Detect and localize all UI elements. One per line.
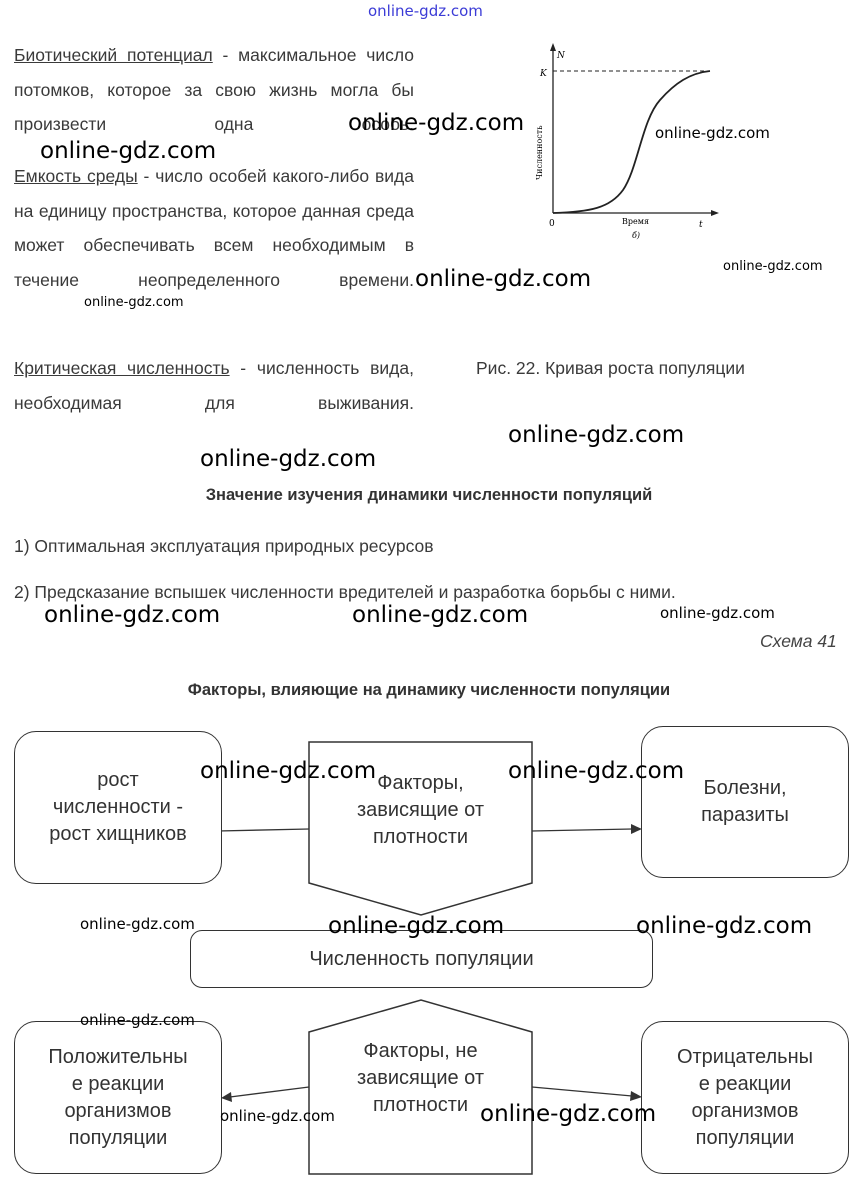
watermark: online-gdz.com <box>508 758 685 784</box>
arrow-line-left-top <box>218 829 309 831</box>
watermark: online-gdz.com <box>84 295 184 310</box>
section-title: Значение изучения динамики численности популяций <box>205 486 653 504</box>
definition-text: - численность вида, необходимая для выживания. <box>14 358 414 413</box>
figure-caption: Рис. 22. Кривая роста популяции <box>476 358 745 378</box>
watermark-top: online-gdz.com <box>368 2 483 20</box>
watermark: online-gdz.com <box>200 446 377 472</box>
watermark: online-gdz.com <box>348 110 525 136</box>
term-critical-number: Критическая численность <box>14 358 230 378</box>
box-line: Факторы, не <box>363 1040 478 1062</box>
box-line: Отрицательны <box>676 1045 814 1068</box>
watermark: online-gdz.com <box>508 422 685 448</box>
arrow-line-right-top <box>532 829 632 831</box>
box-line: паразиты <box>701 804 789 826</box>
watermark: online-gdz.com <box>44 602 221 628</box>
x-axis-label: Время <box>622 217 650 226</box>
definition-text: - максимальное число потомков, которое за свою жизнь могла бы произвести одна особь. <box>14 45 414 134</box>
box-line: организмов <box>64 1099 172 1122</box>
term-biotic-potential: Биотический потенциал <box>14 45 213 65</box>
watermark: online-gdz.com <box>40 138 217 164</box>
watermark: online-gdz.com <box>723 259 823 274</box>
watermark: online-gdz.com <box>636 913 813 939</box>
box-line: Факторы, <box>377 772 464 794</box>
box-positive-reactions <box>14 1021 222 1174</box>
watermark: online-gdz.com <box>480 1101 657 1127</box>
n-label: N <box>557 51 565 61</box>
watermark: online-gdz.com <box>328 913 505 939</box>
box-line: плотности <box>372 826 469 848</box>
box-line: Болезни, <box>703 777 787 799</box>
y-axis-label: Численность <box>535 125 544 180</box>
watermark: online-gdz.com <box>80 1011 195 1029</box>
watermark: online-gdz.com <box>352 602 529 628</box>
arrow-head <box>221 1092 232 1102</box>
t-label: t <box>699 220 703 230</box>
box-line: Численность популяции <box>309 947 534 970</box>
box-line: организмов <box>691 1099 799 1122</box>
figure-sub-label: б) <box>632 231 641 240</box>
watermark: online-gdz.com <box>200 758 377 784</box>
arrow-line-left-bottom <box>230 1087 309 1097</box>
k-label: K <box>540 69 547 79</box>
watermark: online-gdz.com <box>660 604 775 622</box>
box-line: плотности <box>372 1094 469 1116</box>
box-line: рост <box>97 769 139 791</box>
scheme-title: Факторы, влияющие на динамику численности популяции <box>187 681 671 699</box>
box-line: численности - <box>52 796 184 818</box>
box-line: зависящие от <box>356 799 485 821</box>
term-carrying-capacity: Емкость среды <box>14 166 138 186</box>
watermark: online-gdz.com <box>415 266 592 292</box>
definition-text: - число особей какого-либо вида на единицу пространства, которое данная среда может обеспечивать всем необходимым в течение неопределенного времени. <box>14 166 414 290</box>
watermark: online-gdz.com <box>80 915 195 933</box>
box-diseases-parasites <box>641 726 849 878</box>
arrow-line-right-bottom <box>532 1087 632 1096</box>
scheme-number: Схема 41 <box>760 631 837 651</box>
box-predator-growth <box>14 731 222 884</box>
box-line: е реакции <box>71 1072 165 1095</box>
watermark: online-gdz.com <box>655 124 770 142</box>
box-negative-reactions <box>641 1021 849 1174</box>
list-item: 1) Оптимальная эксплуатация природных ресурсов <box>14 536 434 556</box>
box-line: е реакции <box>698 1072 792 1095</box>
watermark: online-gdz.com <box>220 1107 335 1125</box>
box-line: зависящие от <box>356 1067 485 1089</box>
box-line: рост хищников <box>49 823 187 845</box>
box-line: Положительны <box>48 1045 188 1068</box>
list-item: 2) Предсказание вспышек численности вредителей и разработка борьбы с ними. <box>14 582 676 602</box>
origin-label: 0 <box>549 219 555 229</box>
box-line: популяции <box>695 1126 795 1149</box>
box-line: популяции <box>68 1126 168 1149</box>
